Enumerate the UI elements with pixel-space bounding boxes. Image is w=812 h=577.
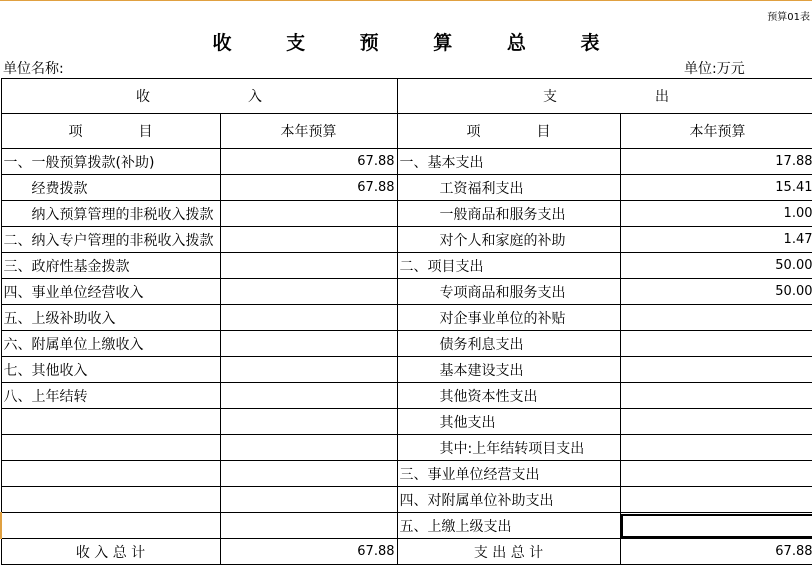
expense-value-cell[interactable]: 1.47 (620, 227, 812, 253)
expense-item-cell[interactable]: 对个人和家庭的补助 (397, 227, 620, 253)
income-item-cell[interactable]: 八、上年结转 (1, 383, 220, 409)
expense-value-cell[interactable] (620, 305, 812, 331)
expense-value-cell[interactable] (620, 461, 812, 487)
income-value-cell[interactable]: 67.88 (220, 175, 397, 201)
table-row (1, 383, 812, 409)
income-item-cell[interactable] (1, 487, 220, 513)
income-item-cell[interactable]: 五、上级补助收入 (1, 305, 220, 331)
income-value-cell[interactable] (220, 461, 397, 487)
income-item-cell[interactable] (1, 513, 220, 539)
expense-value-cell[interactable] (620, 487, 812, 513)
expense-value-cell[interactable] (620, 383, 812, 409)
expense-budget-header[interactable]: 本年预算 (620, 114, 812, 149)
income-value-cell[interactable] (220, 227, 397, 253)
income-value-cell[interactable]: 67.88 (220, 149, 397, 175)
table-row (1, 435, 812, 461)
income-value-cell[interactable] (220, 383, 397, 409)
income-value-cell[interactable] (220, 305, 397, 331)
expense-item-cell[interactable]: 专项商品和服务支出 (397, 279, 620, 305)
form-number: 预算01表 (767, 12, 810, 23)
table-row (1, 227, 812, 253)
income-value-cell[interactable] (220, 279, 397, 305)
table-row (1, 175, 812, 201)
income-value-cell[interactable] (220, 513, 397, 539)
expense-item-cell[interactable]: 其中:上年结转项目支出 (397, 435, 620, 461)
income-value-cell[interactable] (220, 331, 397, 357)
table-row (1, 305, 812, 331)
top-border-line (0, 0, 812, 1)
income-item-cell[interactable] (1, 435, 220, 461)
expense-header[interactable]: 支 出 (397, 79, 812, 114)
table-row (1, 279, 812, 305)
expense-value-cell[interactable]: 50.00 (620, 279, 812, 305)
expense-item-cell[interactable]: 二、项目支出 (397, 253, 620, 279)
income-item-cell[interactable]: 经费拨款 (1, 175, 220, 201)
income-item-cell[interactable]: 四、事业单位经营收入 (1, 279, 220, 305)
income-value-cell[interactable] (220, 253, 397, 279)
table-row (1, 487, 812, 513)
expense-value-cell[interactable] (620, 409, 812, 435)
expense-value-cell[interactable] (620, 435, 812, 461)
table-row (1, 357, 812, 383)
unit-label: 单位:万元 (684, 61, 745, 77)
income-item-header[interactable]: 项 目 (1, 114, 220, 149)
expense-item-cell[interactable]: 其他支出 (397, 409, 620, 435)
expense-item-cell[interactable]: 工资福利支出 (397, 175, 620, 201)
table-row (1, 253, 812, 279)
budget-table (0, 78, 812, 565)
table-row (1, 461, 812, 487)
header-row-sections (1, 79, 812, 114)
expense-item-header[interactable]: 项 目 (397, 114, 620, 149)
income-item-cell[interactable]: 纳入预算管理的非税收入拨款 (1, 201, 220, 227)
income-item-cell[interactable]: 一、一般预算拨款(补助) (1, 149, 220, 175)
table-row (1, 331, 812, 357)
expense-item-cell[interactable]: 五、上缴上级支出 (397, 513, 620, 539)
table-row (1, 409, 812, 435)
expense-value-cell[interactable] (620, 357, 812, 383)
expense-value-cell[interactable] (620, 513, 812, 539)
expense-item-cell[interactable]: 三、事业单位经营支出 (397, 461, 620, 487)
expense-item-cell[interactable]: 一、基本支出 (397, 149, 620, 175)
unit-name-label: 单位名称: (3, 61, 64, 77)
income-header[interactable]: 收 入 (1, 79, 397, 114)
income-item-cell[interactable]: 七、其他收入 (1, 357, 220, 383)
income-item-cell[interactable] (1, 461, 220, 487)
expense-value-cell[interactable]: 17.88 (620, 149, 812, 175)
income-value-cell[interactable] (220, 409, 397, 435)
income-item-cell[interactable]: 六、附属单位上缴收入 (1, 331, 220, 357)
header-row-columns (1, 114, 812, 149)
table-row (1, 513, 812, 539)
income-total-label[interactable]: 收 入 总 计 (1, 539, 220, 565)
expense-value-cell[interactable]: 15.41 (620, 175, 812, 201)
income-value-cell[interactable] (220, 201, 397, 227)
expense-total-label[interactable]: 支 出 总 计 (397, 539, 620, 565)
total-row (1, 539, 812, 565)
expense-value-cell[interactable] (620, 331, 812, 357)
income-item-cell[interactable] (1, 409, 220, 435)
income-item-cell[interactable]: 二、纳入专户管理的非税收入拨款 (1, 227, 220, 253)
income-value-cell[interactable] (220, 487, 397, 513)
expense-item-cell[interactable]: 四、对附属单位补助支出 (397, 487, 620, 513)
table-row (1, 149, 812, 175)
expense-item-cell[interactable]: 对企事业单位的补贴 (397, 305, 620, 331)
expense-item-cell[interactable]: 基本建设支出 (397, 357, 620, 383)
expense-value-cell[interactable]: 1.00 (620, 201, 812, 227)
expense-item-cell[interactable]: 债务利息支出 (397, 331, 620, 357)
income-total-value[interactable]: 67.88 (220, 539, 397, 565)
table-row (1, 201, 812, 227)
expense-item-cell[interactable]: 其他资本性支出 (397, 383, 620, 409)
income-value-cell[interactable] (220, 357, 397, 383)
expense-value-cell[interactable]: 50.00 (620, 253, 812, 279)
income-value-cell[interactable] (220, 435, 397, 461)
page-title: 收 支 预 算 总 表 (212, 32, 624, 54)
income-item-cell[interactable]: 三、政府性基金拨款 (1, 253, 220, 279)
income-budget-header[interactable]: 本年预算 (220, 114, 397, 149)
expense-item-cell[interactable]: 一般商品和服务支出 (397, 201, 620, 227)
expense-total-value[interactable]: 67.88 (620, 539, 812, 565)
